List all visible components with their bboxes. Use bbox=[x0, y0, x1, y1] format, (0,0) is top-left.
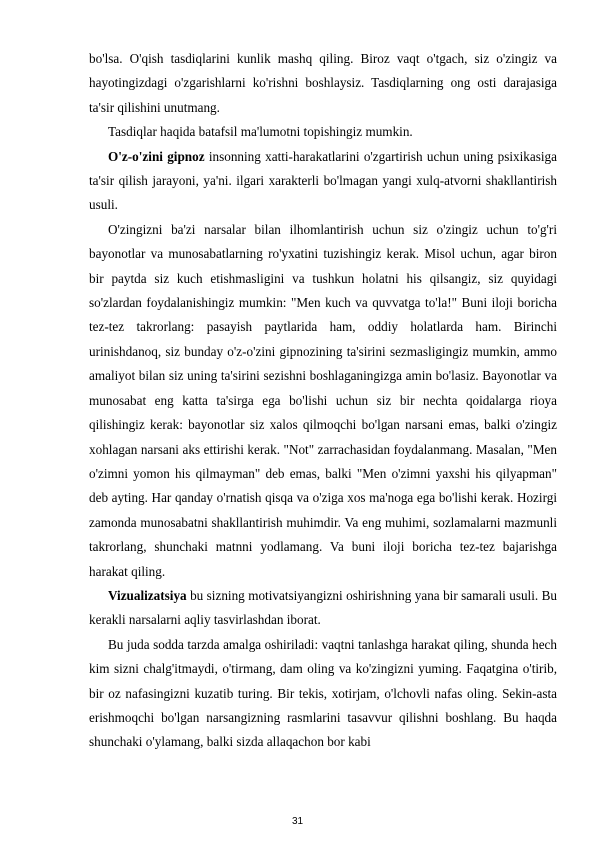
paragraph-3 bbox=[89, 145, 557, 218]
paragraph-1-text: bo'lsa. O'qish tasdiqlarini kunlik mashq qiling. Biroz vaqt o'tgach, siz o'zingiz va hayotingizdagi o'zgarishlarni ko'rishni boshlaysiz. Tasdiqlarning ong osti darajasiga ta'sir qilishini unutmang. bbox=[89, 51, 557, 115]
term-self-hypnosis: O'z-o'zini gipnoz bbox=[108, 148, 205, 164]
page-number: 31 bbox=[291, 816, 304, 827]
paragraph-2 bbox=[89, 120, 557, 144]
paragraph-5 bbox=[89, 584, 557, 633]
paragraph-4-text: O'zingizni ba'zi narsalar bilan ilhomlantirish uchun siz o'zingiz uchun to'g'ri bayonotlar va munosabatlarning ro'yxatini tuzishingiz kerak. Misol uchun, agar biron bir paytda siz kuch etishmasligini va tushkun holatni his qilsangiz, siz quyidagi so'zlardan foydalanishingiz mumkin: "Men kuch va quvvatga to'la!" Buni iloji boricha tez-tez takrorlang: pasayish paytlarida ham, oddiy holatlarda ham. Birinchi urinishdanoq, siz bunday o'z-o'zini gipnozining ta'sirini sezmasligingiz mumkin, ammo amaliyot bilan siz uning ta'sirini sezishni boshlaganingizga amin bo'lasiz. Bayonotlar va munosabat eng katta ta'sirga ega bo'lishi uchun siz bir nechta qoidalarga rioya qilishingiz kerak: bayonotlar siz xalos qilmoqchi bo'lgan narsani emas, balki o'zingiz xohlagan narsani aks ettirishi kerak. "Not" zarrachasidan foydalanmang. Masalan, "Men o'zimni yomon his qilmayman" deb emas, balki "Men o'zimni yaxshi his qilyapman" deb ayting. Har qanday o'rnatish qisqa va o'ziga xos ma'noga ega bo'lishi kerak. Hozirgi zamonda munosabatni shakllantirish muhimdir. Va eng muhimi, sozlamalarni mazmunli takrorlang, shunchaki matnni yodlamang. Va buni iloji boricha tez-tez bajarishga harakat qiling. bbox=[89, 221, 557, 579]
paragraph-1 bbox=[89, 47, 557, 120]
document-body bbox=[89, 47, 557, 755]
paragraph-6 bbox=[89, 633, 557, 755]
paragraph-5-text: bu sizning motivatsiyangizni oshirishning yana bir samarali usuli. Bu kerakli narsalarni aqliy tasvirlashdan iborat. bbox=[89, 587, 557, 628]
paragraph-6-text: Bu juda sodda tarzda amalga oshiriladi: vaqtni tanlashga harakat qiling, shunda hech kim sizni chalg'itmaydi, o'tirmang, dam oling va ko'zingizni yuming. Faqatgina o'tirib, bir oz nafasingizni kuzatib turing. Bir tekis, xotirjam, o'lchovli nafas oling. Sekin-asta erishmoqchi bo'lgan narsangizning rasmlarini tasavvur qilishni boshlang. Bu haqda shunchaki o'ylamang, balki sizda allaqachon bor kabi bbox=[89, 636, 557, 750]
paragraph-2-text: Tasdiqlar haqida batafsil ma'lumotni topishingiz mumkin. bbox=[108, 124, 413, 140]
paragraph-3-text: insonning xatti-harakatlarini o'zgartirish uchun uning psixikasiga ta'sir qilish jarayoni, ya'ni. ilgari xarakterli bo'lmagan yangi xulq-atvorni shakllantirish usuli. bbox=[89, 148, 557, 213]
paragraph-4 bbox=[89, 218, 557, 584]
term-visualization: Vizualizatsiya bbox=[108, 587, 187, 603]
